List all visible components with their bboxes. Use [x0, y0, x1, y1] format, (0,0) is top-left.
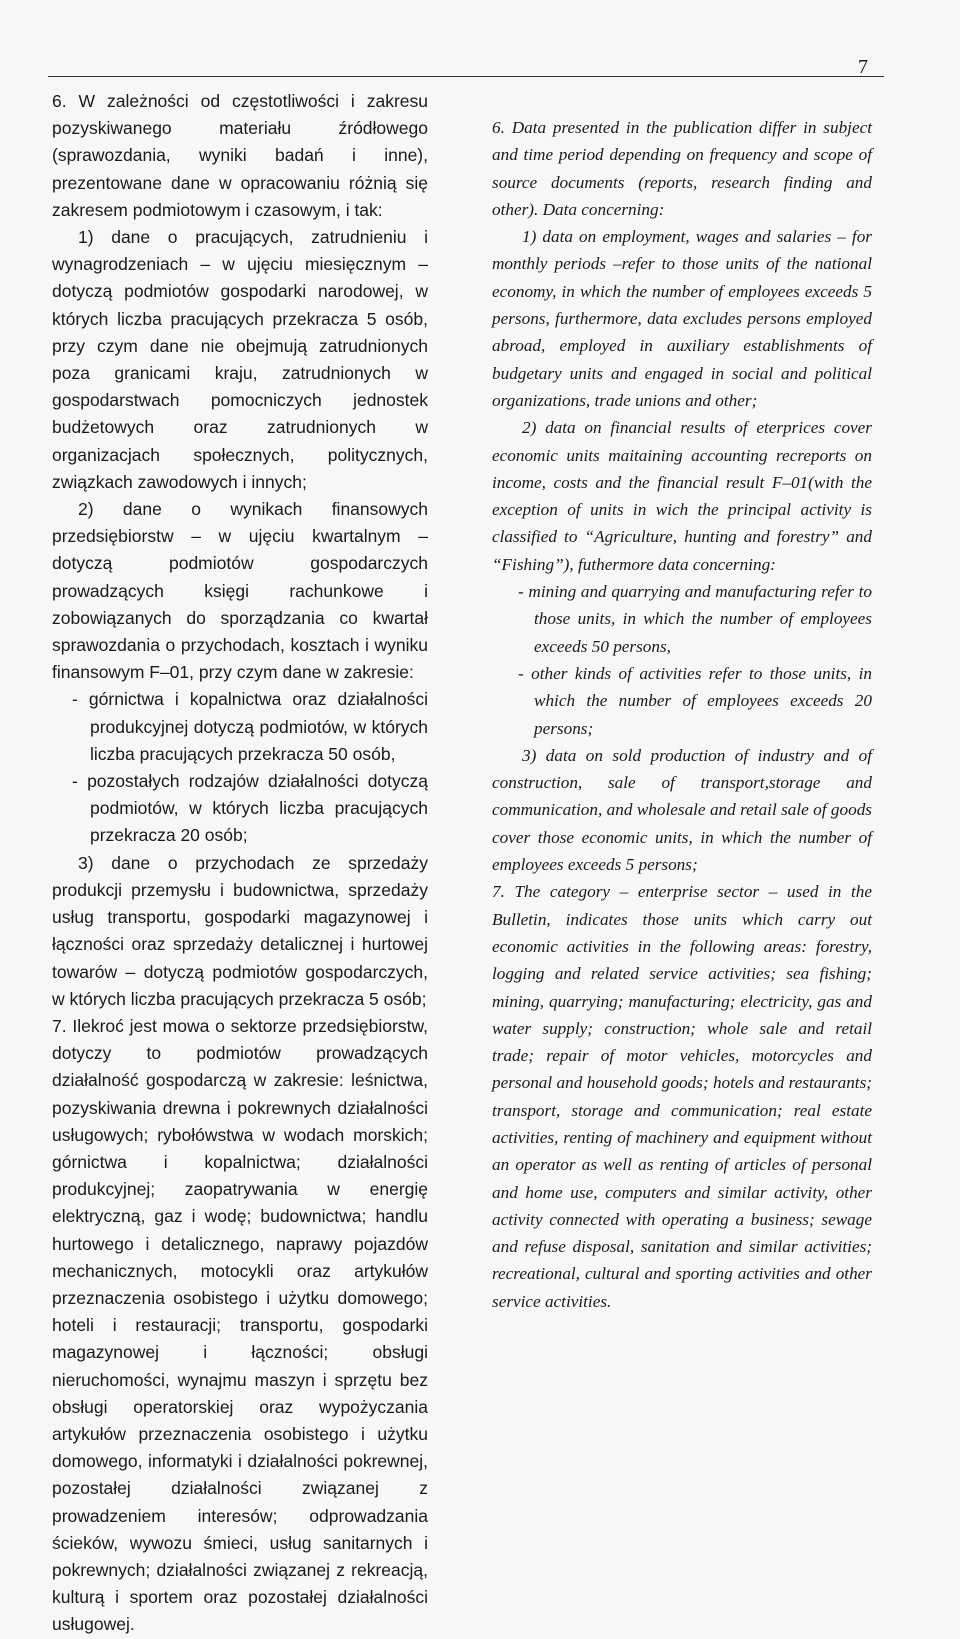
pl-item-2b: - pozostałych rodzajów działalności dotyczą podmiotów, w których liczba pracujących przekracza 20 osób; [72, 771, 428, 846]
english-column [492, 114, 872, 1315]
header-rule [48, 76, 884, 77]
en-paragraph-6: 6. Data presented in the publication differ in subject and time period depending on frequency and scope of source documents (reports, research finding and other). Data concerning: [492, 118, 872, 219]
page-number: 7 [858, 56, 868, 78]
pl-item-1: 1) dane o pracujących, zatrudnieniu i wynagrodzeniach – w ujęciu miesięcznym – dotyczą podmiotów gospodarki narodowej, w których liczba pracujących przekracza 5 osób, przy czym dane nie obejmują zatrudnionych poza granicami kraju, zatrudnionych w gospodarstwach pomocniczych jednostek budżetowych oraz zatrudnionych w organizacjach społecznych, politycznych, związkach zawodowych i innych; [52, 227, 428, 492]
pl-item-3: 3) dane o przychodach ze sprzedaży produkcji przemysłu i budownictwa, sprzedaży usług transportu, gospodarki magazynowej i łączności oraz sprzedaży detalicznej i hurtowej towarów – dotyczą podmiotów gospodarczych, w których liczba pracujących przekracza 5 osób; [52, 852, 428, 1009]
en-item-3: 3) data on sold production of industry and of construction, sale of transport,storage and communication, and wholesale and retail sale of goods cover those economic units, in which the number of employees exceeds 5 persons; [492, 745, 872, 875]
pl-item-2a: - górnictwa i kopalnictwa oraz działalności produkcyjnej dotyczą podmiotów, w których liczba pracujących przekracza 50 osób, [72, 689, 428, 764]
en-item-1: 1) data on employment, wages and salaries – for monthly periods –refer to those units of the national economy, in which the number of employees exceeds 5 persons, furthermore, data excludes persons employed abroad, employed in auxiliary establishments of budgetary units and engaged in social and political organizations, trade unions and other; [492, 227, 872, 410]
en-item-2: 2) data on financial results of eterprices cover economic units maitaining accounting recreports on income, costs and the financial result F–01(with the exception of units in wich the principal activity is classified to “Agriculture, hunting and forestry” and “Fishing”), futhermore data concerning: [492, 418, 872, 574]
polish-column [52, 88, 428, 1639]
pl-paragraph-6: 6. W zależności od częstotliwości i zakresu pozyskiwanego materiału źródłowego (sprawozdania, wyniki badań i inne), prezentowane dane w opracowaniu różnią się zakresem podmiotowym i czasowym, i tak: [52, 91, 428, 220]
en-item-2b: - other kinds of activities refer to those units, in which the number of employees exceeds 20 persons; [518, 663, 872, 738]
en-paragraph-7: 7. The category – enterprise sector – used in the Bulletin, indicates those units which carry out economic activities in the following areas: forestry, logging and related service activities; sea fishing; mining, quarrying; manufacturing; electricity, gas and water supply; construction; whole sale and retail trade; repair of motor vehicles, motorcycles and personal and household goods; hotels and restaurants; transport, storage and communication; real estate activities, renting of machinery and equipment without an operator as well as renting of articles of personal and home use, computers and similar activity, other activity connected with operating a business; sewage and refuse disposal, sanitation and similar activities; recreational, cultural and sporting activities and other service activities. [492, 882, 872, 1311]
pl-item-2: 2) dane o wynikach finansowych przedsiębiorstw – w ujęciu kwartalnym – dotyczą podmiotów gospodarczych prowadzących księgi rachunkowe i zobowiązanych do sporządzania co kwartał sprawozdania o przychodach, kosztach i wyniku finansowym F–01, przy czym dane w zakresie: [52, 499, 428, 683]
en-item-2a: - mining and quarrying and manufacturing refer to those units, in which the number of employees exceeds 50 persons, [518, 582, 872, 656]
pl-paragraph-7: 7. Ilekroć jest mowa o sektorze przedsiębiorstw, dotyczy to podmiotów prowadzących działalność gospodarczą w zakresie: leśnictwa, pozyskiwania drewna i pokrewnych działalności usługowych; rybołówstwa w wodach morskich; górnictwa i kopalnictwa; działalności produkcyjnej; zaopatrywania w energię elektryczną, gaz i wodę; budownictwa; handlu hurtowego i detalicznego, naprawy pojazdów mechanicznych, motocykli oraz artykułów przeznaczenia osobistego i użytku domowego; hoteli i restauracji; transportu, gospodarki magazynowej i łączności; obsługi nieruchomości, wynajmu maszyn i sprzętu bez obsługi operatorskiej oraz wypożyczania artykułów przeznaczenia osobistego i użytku domowego, informatyki i działalności pokrewnej, pozostałej działalności związanej z prowadzeniem interesów; odprowadzania ścieków, wywozu śmieci, usług sanitarnych i pokrewnych; działalności związanej z rekreacją, kulturą i sportem oraz pozostałej działalności usługowej. [52, 1015, 428, 1635]
